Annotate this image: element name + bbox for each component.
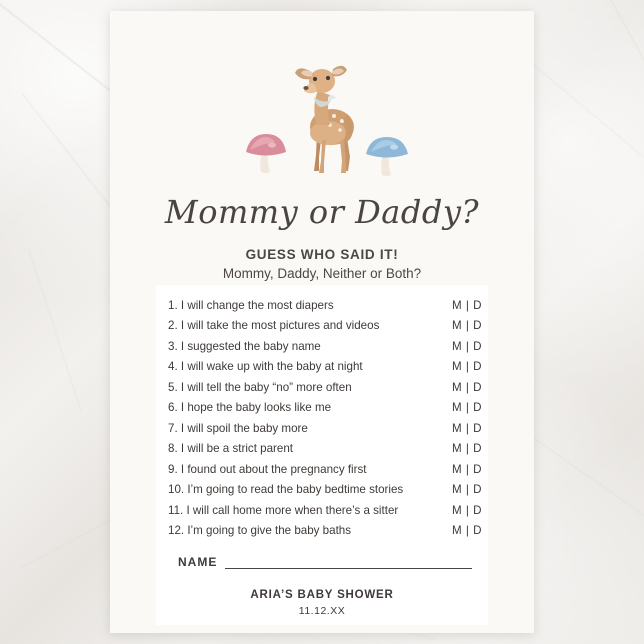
question-row[interactable] [156,418,488,439]
question-options[interactable]: M | D [452,339,482,353]
question-options[interactable]: M | D [452,298,482,312]
marble-vein [28,250,81,412]
question-text: 1. I will change the most diapers [168,298,334,312]
question-row[interactable] [156,480,488,501]
question-options[interactable]: M | D [452,442,482,456]
name-field-row[interactable] [156,541,488,573]
question-options[interactable]: M | D [452,380,482,394]
question-text: 8. I will be a strict parent [168,442,294,456]
question-text: 2. I will take the most pictures and videos [168,319,380,333]
question-text: 4. I will wake up with the baby at night [168,360,363,374]
question-text: 9. I found out about the pregnancy first [168,462,367,476]
question-row[interactable] [156,295,488,316]
pink-mushroom-icon [242,128,290,176]
name-label: NAME [178,555,218,569]
question-row[interactable] [156,439,488,460]
question-text: 10. I’m going to read the baby bedtime stories [168,483,404,497]
marble-vein [523,56,644,185]
page-title: Mommy or Daddy? [164,193,480,231]
blue-mushroom-icon [362,131,412,179]
question-options[interactable]: M | D [452,319,482,333]
question-options[interactable]: M | D [452,401,482,415]
question-row[interactable] [156,398,488,419]
question-text: 11. I will call home more when there’s a sitter [168,503,399,517]
event-name: ARIA’S BABY SHOWER [250,589,394,601]
question-row[interactable] [156,521,488,542]
event-date: 11.12.XX [298,605,346,617]
name-input[interactable] [225,556,472,569]
subtitle-primary: GUESS WHO SAID IT! [245,247,399,262]
questions-panel [156,285,488,625]
question-options[interactable]: M | D [452,462,482,476]
question-row[interactable] [156,336,488,357]
question-options[interactable]: M | D [452,483,482,497]
question-text: 7. I will spoil the baby more [168,421,308,435]
question-options[interactable]: M | D [452,503,482,517]
question-options[interactable]: M | D [452,360,482,374]
baby-shower-game-card [110,11,534,633]
question-row[interactable] [156,357,488,378]
fawn-icon [286,53,372,177]
question-options[interactable]: M | D [452,421,482,435]
question-row[interactable] [156,500,488,521]
question-text: 12. I’m going to give the baby baths [168,524,352,538]
question-text: 3. I suggested the baby name [168,339,321,353]
header-illustration [110,11,534,187]
question-text: 6. I hope the baby looks like me [168,401,332,415]
question-text: 5. I will tell the baby “no” more often [168,380,352,394]
question-options[interactable]: M | D [452,524,482,538]
question-row[interactable] [156,377,488,398]
subtitle-secondary: Mommy, Daddy, Neither or Both? [222,266,422,281]
question-row[interactable] [156,316,488,337]
question-row[interactable] [156,459,488,480]
